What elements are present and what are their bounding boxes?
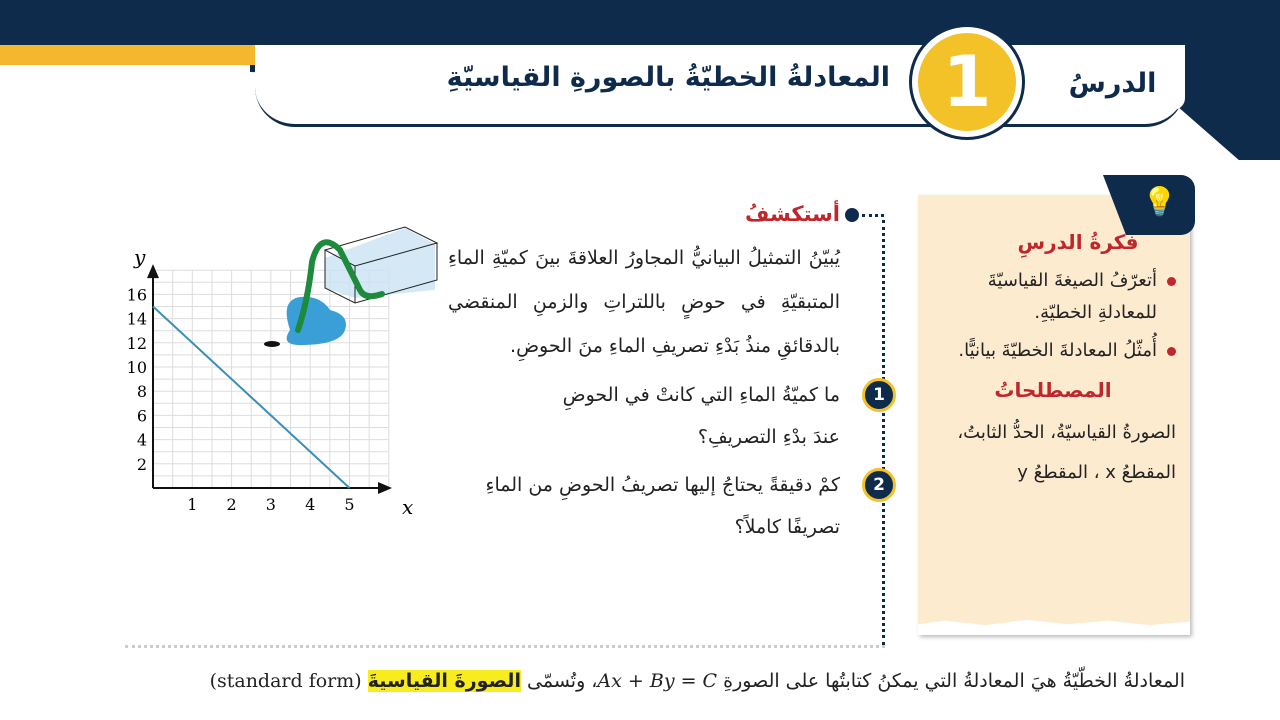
y-tick-label: 2 xyxy=(136,454,147,474)
y-tick-label: 14 xyxy=(126,309,147,329)
y-tick-label: 10 xyxy=(126,358,147,377)
question-2 xyxy=(448,464,885,548)
explore-section xyxy=(448,198,885,548)
x-tick-label: 5 xyxy=(344,495,355,514)
goal-text: أتعرّفُ الصيغةَ القياسيّةَ للمعادلةِ الخطيّةِ. xyxy=(987,270,1157,323)
y-tick-label: 8 xyxy=(136,382,147,402)
water-puddle xyxy=(287,297,346,345)
y-tick-label: 16 xyxy=(126,285,147,305)
def-part: ، وتُسمّى xyxy=(527,670,598,692)
dotted-divider xyxy=(125,645,885,648)
bullet-icon xyxy=(1167,277,1176,286)
lightbulb-icon: 💡 xyxy=(1142,185,1177,218)
torn-edge xyxy=(918,617,1190,635)
dotted-border xyxy=(882,220,885,645)
water-chart xyxy=(0,0,440,540)
terms-list xyxy=(930,413,1176,493)
highlight-term: الصورةَ القياسيةَ xyxy=(367,670,521,692)
question-number: 2 xyxy=(862,468,896,502)
english-term: (standard form) xyxy=(209,670,362,692)
terms-line: المقطعُ x ، المقطعُ y xyxy=(1017,462,1176,483)
explore-heading: أستكشفُ xyxy=(744,202,840,226)
y-axis-label: y xyxy=(134,245,146,269)
x-tick-label: 1 xyxy=(187,495,198,514)
drain-hole xyxy=(264,341,280,347)
question-text: كمْ دقيقةً يحتاجُ إليها تصريفُ الحوضِ من الماءِ تصريفًا كاملاً؟ xyxy=(485,474,840,538)
y-axis-arrow xyxy=(147,264,159,278)
y-tick-label: 4 xyxy=(136,430,147,450)
question-number: 1 xyxy=(862,378,896,412)
equation: Ax + By = C xyxy=(597,670,718,692)
lesson-idea-panel xyxy=(918,195,1190,635)
idea-heading: فكرةُ الدرسِ xyxy=(1017,230,1139,254)
goal-item xyxy=(930,335,1176,367)
question-text: ما كميّةُ الماءِ التي كانتْ في الحوضِ xyxy=(562,384,840,406)
terms-heading: المصطلحاتُ xyxy=(994,378,1112,402)
question-text: عندَ بدْءِ التصريفِ؟ xyxy=(697,426,840,448)
lesson-number: 1 xyxy=(912,27,1022,137)
goal-item xyxy=(930,265,1176,329)
lesson-label: الدرسُ xyxy=(1040,58,1185,110)
explore-bullet xyxy=(845,208,859,222)
definition-text xyxy=(20,668,1185,694)
goal-text: أُمثّلُ المعادلةَ الخطيّةَ بيانيًّا. xyxy=(958,340,1157,361)
y-tick-label: 6 xyxy=(136,406,147,426)
x-tick-label: 4 xyxy=(305,495,316,514)
explore-text: يُبيّنُ التمثيلُ البيانيُّ المجاورُ العلاقةَ بينَ كميّةِ الماءِ المتبقيّةِ في حوضٍ باللتراتِ والزمنِ المنقضي بالدقائقِ منذُ بَدْءِ تصريفِ الماءِ منَ الحوضِ. xyxy=(448,247,840,357)
tank-water xyxy=(325,228,435,298)
x-axis-label: x xyxy=(402,495,414,519)
def-part: المعادلةُ الخطّيّةُ هيَ المعادلةُ التي يمكنُ كتابتُها على الصورةِ xyxy=(723,670,1185,692)
terms-line: الصورةُ القياسيّةُ، الحدُّ الثابتُ، xyxy=(957,422,1176,443)
x-axis-arrow xyxy=(378,482,392,494)
bullet-icon xyxy=(1167,347,1176,356)
lesson-title: المعادلةُ الخطيّةُ بالصورةِ القياسيّةِ xyxy=(446,62,890,93)
y-tick-label: 12 xyxy=(126,333,147,353)
tank-illustration xyxy=(264,227,437,347)
x-tick-label: 2 xyxy=(226,495,237,514)
x-tick-label: 3 xyxy=(265,495,276,514)
question-1 xyxy=(448,374,885,458)
